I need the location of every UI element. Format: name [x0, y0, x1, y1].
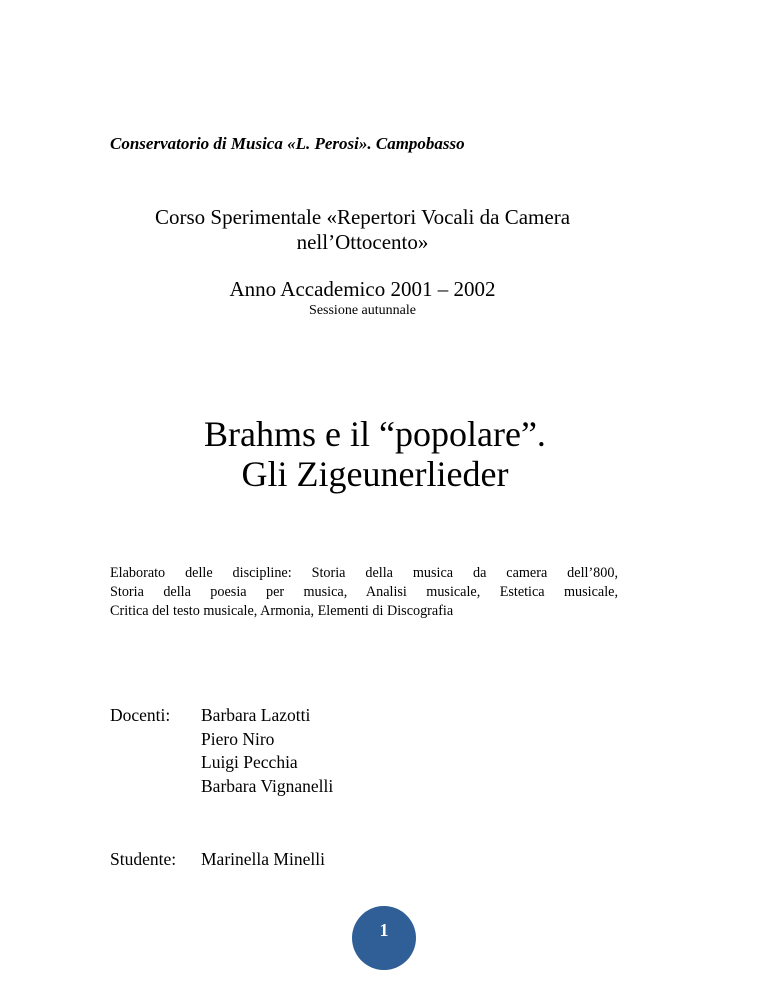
session-label: Sessione autunnale	[309, 303, 416, 318]
document-title-line-1: Brahms e il “popolare”.	[204, 414, 546, 454]
course-title	[110, 205, 615, 255]
student-label: Studente:	[110, 849, 177, 869]
document-title-line-2: Gli Zigeunerlieder	[241, 454, 509, 494]
teacher-name: Barbara Lazotti	[201, 705, 311, 725]
teacher-name: Luigi Pecchia	[201, 752, 298, 772]
teachers-label: Docenti:	[110, 705, 171, 725]
disciplines-line-2: Storia della poesia per musica, Analisi musicale, Estetica musicale,	[110, 584, 618, 600]
academic-year: Anno Accademico 2001 – 2002	[229, 277, 496, 301]
teacher-name: Piero Niro	[201, 728, 275, 749]
disciplines-line-1: Elaborato delle discipline: Storia della musica da camera dell’800,	[110, 565, 618, 581]
document-title	[110, 414, 640, 494]
course-title-line-1: Corso Sperimentale «Repertori Vocali da Camera	[154, 205, 571, 229]
student-name: Marinella Minelli	[201, 849, 325, 869]
course-title-line-2: nell’Ottocento»	[296, 230, 429, 254]
teachers-list	[201, 704, 333, 798]
disciplines-paragraph	[110, 564, 618, 621]
page-number-badge	[352, 906, 416, 970]
page-number: 1	[379, 920, 389, 940]
disciplines-line-3: Critica del testo musicale, Armonia, Elementi di Discografia	[110, 603, 454, 619]
teacher-name: Barbara Vignanelli	[201, 775, 334, 796]
institution-heading: Conservatorio di Musica «L. Perosi». Campobasso	[110, 134, 465, 153]
